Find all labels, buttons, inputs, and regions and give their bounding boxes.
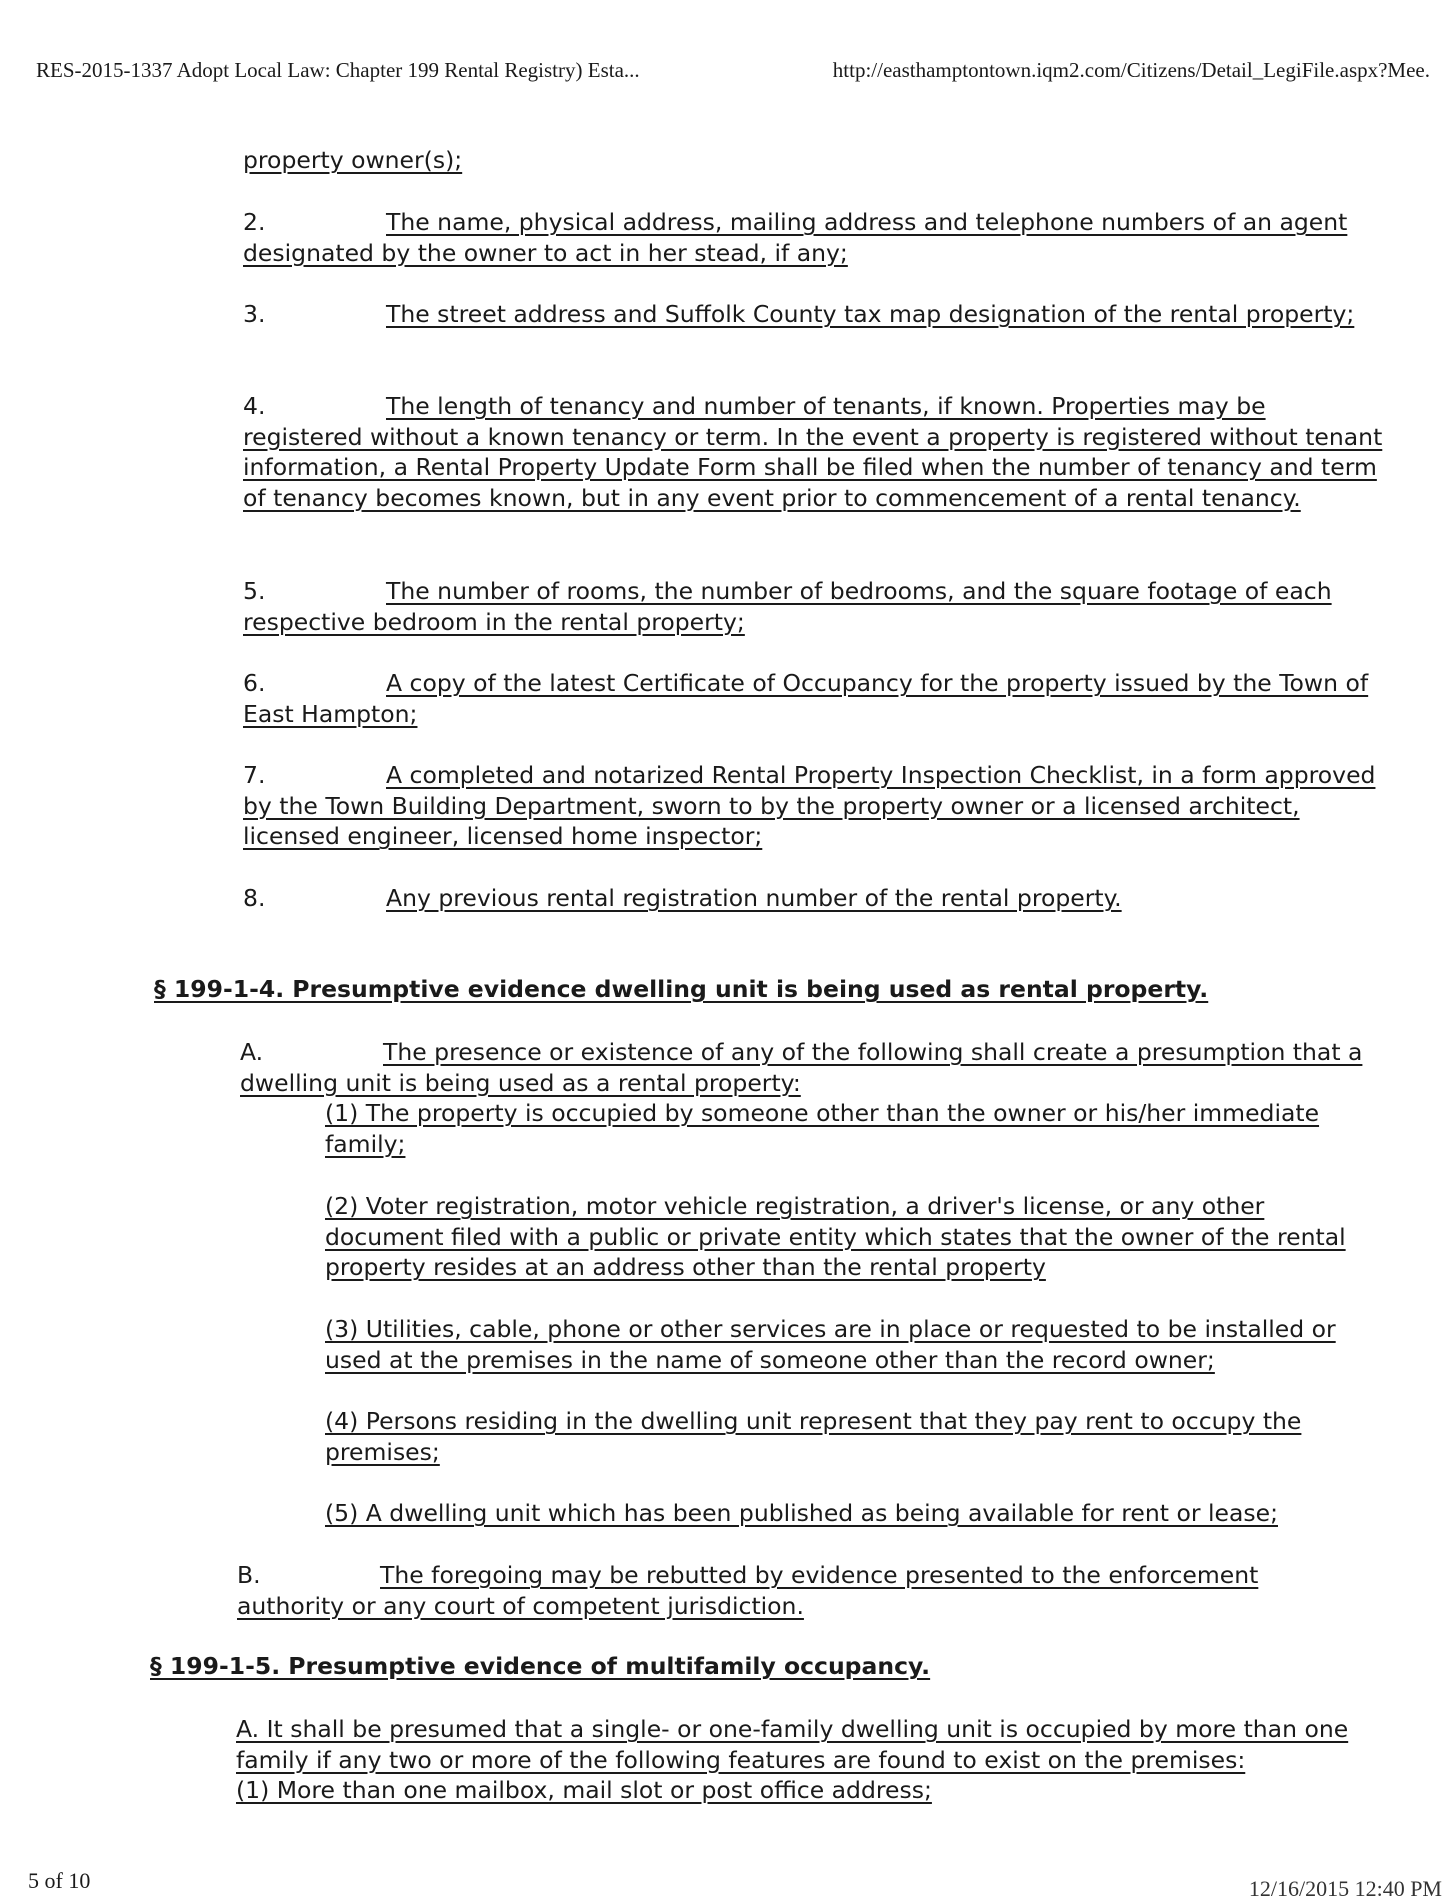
header-url: http://easthamptontown.iqm2.com/Citizens/Detail_LegiFile.aspx?Mee.: [832, 58, 1430, 82]
sub-item-1: (1) More than one mailbox, mail slot or post office address;: [236, 1776, 932, 1805]
item-number: 7.: [243, 761, 266, 789]
paragraph-a: [240, 1037, 1390, 1098]
page-number: 5 of 10: [28, 1868, 91, 1893]
sub-item-4: (4) Persons residing in the dwelling unit represent that they pay rent to occupy the premises;: [325, 1407, 1302, 1466]
list-item-1-continuation: property owner(s);: [243, 146, 463, 174]
paragraph-text: The presence or existence of any of the following shall create a presumption that a dwelling unit is being used as a rental property:: [240, 1038, 1363, 1097]
sub-item-2: (2) Voter registration, motor vehicle registration, a driver's license, or any other document filed with a public or private entity which states that the owner of the rental property resides at an address other than the rental property: [325, 1192, 1346, 1282]
item-number: 2.: [243, 208, 266, 236]
item-text: The length of tenancy and number of tenants, if known. Properties may be registered without a known tenancy or term. In the event a property is registered without tenant information, a Rental Property Update Form shall be filed when the number of tenancy and term of tenancy becomes known, but in any event prior to commencement of a rental tenancy.: [243, 392, 1383, 512]
paragraph-a-multifamily: [236, 1714, 1356, 1806]
list-item-3: [243, 299, 1383, 330]
sub-item-5: (5) A dwelling unit which has been published as being available for rent or lease;: [325, 1499, 1278, 1527]
item-number: 6.: [243, 669, 266, 697]
section-heading-199-1-4: § 199-1-4. Presumptive evidence dwelling unit is being used as rental property.: [154, 975, 1209, 1003]
print-timestamp: 12/16/2015 12:40 PM: [1248, 1876, 1442, 1901]
sub-item-1: (1) The property is occupied by someone other than the owner or his/her immediate family;: [325, 1099, 1320, 1158]
section-heading-199-1-5: § 199-1-5. Presumptive evidence of multifamily occupancy.: [150, 1652, 931, 1680]
paragraph-letter: B.: [237, 1561, 261, 1589]
list-item-8: [243, 883, 1383, 914]
sub-item-3: (3) Utilities, cable, phone or other services are in place or requested to be installed or used at the premises in the name of someone other than the record owner;: [325, 1315, 1336, 1374]
item-text: A copy of the latest Certificate of Occupancy for the property issued by the Town of East Hampton;: [243, 669, 1369, 728]
item-text: The number of rooms, the number of bedrooms, and the square footage of each respective bedroom in the rental property;: [243, 577, 1332, 636]
list-item-7: [243, 760, 1383, 852]
paragraph-text: A. It shall be presumed that a single- or one-family dwelling unit is occupied by more than one family if any two or more of the following features are found to exist on the premises:: [236, 1715, 1349, 1774]
paragraph-text: The foregoing may be rebutted by evidence presented to the enforcement authority or any court of competent jurisdiction.: [237, 1561, 1259, 1620]
list-item-2: [243, 207, 1383, 268]
item-number: 8.: [243, 884, 266, 912]
list-item-5: [243, 576, 1383, 637]
item-number: 3.: [243, 300, 266, 328]
item-number: 4.: [243, 392, 266, 420]
paragraph-b: [237, 1560, 1337, 1621]
paragraph-letter: A.: [240, 1038, 264, 1066]
print-header: [36, 58, 1430, 83]
item-text: The street address and Suffolk County tax map designation of the rental property;: [386, 300, 1355, 328]
header-title: RES-2015-1337 Adopt Local Law: Chapter 199 Rental Registry) Esta...: [36, 58, 640, 82]
item-number: 5.: [243, 577, 266, 605]
item-text: Any previous rental registration number of the rental property.: [386, 884, 1122, 912]
item-text: The name, physical address, mailing address and telephone numbers of an agent designated by the owner to act in her stead, if any;: [243, 208, 1348, 267]
list-item-4: [243, 391, 1383, 513]
list-item-6: [243, 668, 1383, 729]
item-text: A completed and notarized Rental Property Inspection Checklist, in a form approved by the Town Building Department, sworn to by the property owner or a licensed architect, licensed engineer, licensed home inspector;: [243, 761, 1376, 851]
